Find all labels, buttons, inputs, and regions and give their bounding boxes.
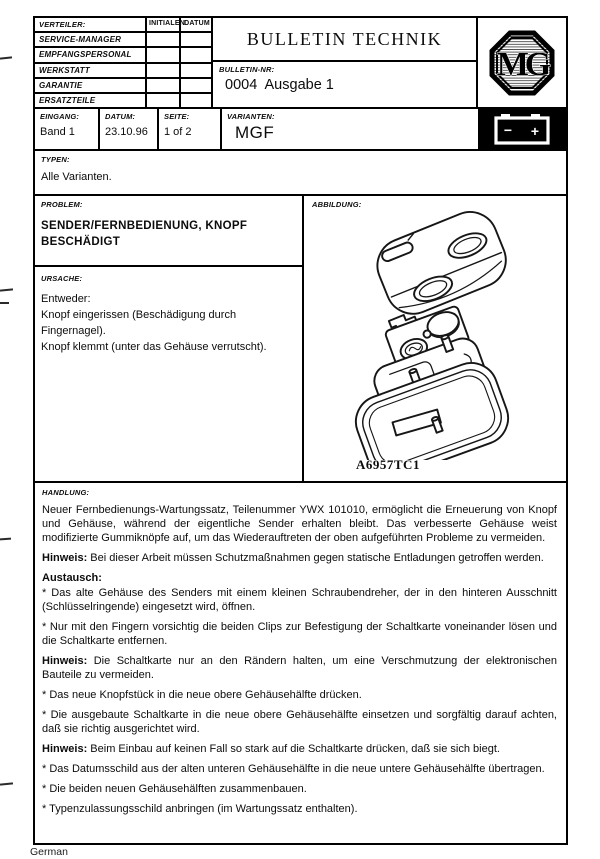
- problem-box: [35, 196, 302, 267]
- typen-row: [35, 151, 566, 196]
- problem-abbildung-row: [35, 196, 566, 483]
- datum-cell: [181, 33, 211, 46]
- varianten-label: VARIANTEN:: [227, 112, 275, 121]
- abbildung-box: [304, 196, 566, 481]
- fold-mark: [0, 288, 13, 291]
- initialen-cell: [147, 48, 181, 61]
- distribution-row-label: SERVICE-MANAGER: [35, 33, 147, 46]
- datum-cell: [181, 48, 211, 61]
- bulletin-nr-value: 0004 Ausgabe 1: [225, 77, 334, 93]
- ursache-line: Entweder:: [41, 293, 91, 305]
- handlung-paragraph: * Das neue Knopfstück in die neue obere Gehäusehälfte drücken.: [42, 689, 362, 701]
- distribution-row-label: GARANTIE: [35, 79, 147, 92]
- fold-mark: [0, 56, 12, 59]
- document-title-box: [213, 18, 476, 62]
- distribution-row-label: EMPFANGSPERSONAL: [35, 48, 147, 61]
- handlung-paragraph: * Typenzulassungsschild anbringen (im Wartungssatz enthalten).: [42, 803, 358, 815]
- initialen-cell: [147, 64, 181, 77]
- bulletin-nr-box: [213, 62, 476, 107]
- remote-fob-exploded-view-illustration: [304, 210, 568, 460]
- handlung-label: HANDLUNG:: [42, 488, 90, 497]
- document-frame: [33, 16, 568, 845]
- paragraph-lead: Austausch:: [42, 572, 102, 584]
- fold-mark: [0, 538, 11, 541]
- handlung-paragraph: Hinweis: Die Schaltkarte nur an den Rändern halten, um eine Verschmutzung der elektronischen Bauteile zu vermeiden.: [42, 655, 557, 681]
- battery-box: [478, 109, 566, 149]
- handlung-paragraph: * Die ausgebaute Schaltkarte in die neue obere Gehäusehälfte einsetzen und sorgfältig darauf achten, daß sie richtig ausgerichtet wird.: [42, 709, 557, 735]
- ursache-label: URSACHE:: [41, 274, 83, 283]
- problem-text: SENDER/FERNBEDIENUNG, KNOPF BESCHÄDIGT: [41, 220, 248, 249]
- seite-label: SEITE:: [164, 112, 190, 121]
- ursache-box: [35, 267, 302, 481]
- paragraph-lead: Hinweis:: [42, 552, 88, 564]
- svg-text:−: −: [503, 122, 513, 138]
- fold-mark: [0, 302, 9, 304]
- table-row: [35, 33, 211, 48]
- svg-text:MG: MG: [496, 45, 548, 83]
- handlung-paragraph: * Die beiden neuen Gehäusehälften zusammenbauen.: [42, 783, 307, 795]
- table-row: [35, 48, 211, 63]
- varianten-value: MGF: [235, 123, 275, 142]
- header-row: [35, 18, 566, 109]
- document-title: BULLETIN TECHNIK: [246, 28, 443, 49]
- distribution-col2-header: INITIALEN: [147, 18, 181, 31]
- battery-icon: [491, 110, 553, 148]
- datum-cell: [181, 79, 211, 92]
- typen-label: TYPEN:: [41, 155, 70, 164]
- initialen-cell: [147, 94, 181, 107]
- logo-box: [478, 18, 566, 107]
- datum-cell: [100, 109, 159, 149]
- distribution-table: [35, 18, 213, 107]
- initialen-cell: [147, 33, 181, 46]
- seite-value: 1 of 2: [164, 126, 192, 138]
- distribution-row-label: WERKSTATT: [35, 64, 147, 77]
- initialen-cell: [147, 79, 181, 92]
- typen-box: [35, 151, 566, 194]
- datum-cell: [181, 64, 211, 77]
- handlung-paragraph: * Das Datumsschild aus der alten unteren Gehäusehälfte in die neue untere Gehäusehälfte übertragen.: [42, 763, 545, 775]
- figure-code: A6957TC1: [356, 457, 420, 472]
- footer-language: German: [30, 846, 68, 858]
- problem-label: PROBLEM:: [41, 200, 83, 209]
- eingang-label: EINGANG:: [40, 112, 80, 121]
- handlung-paragraph: Neuer Fernbedienungs-Wartungssatz, Teilenummer YWX 101010, ermöglicht die Erneuerung von Knopf und Gehäuse, während der eigentliche Sender erhalten bleibt. Das verbesserte Gehäuse weist modifizierte Gummiknöpfe auf, um das Wiederauftreten der oben aufgeführten Probleme zu vermeiden.: [42, 504, 557, 544]
- problem-ursache-column: [35, 196, 304, 481]
- mg-logo-icon: [489, 30, 555, 96]
- paragraph-lead: Hinweis:: [42, 743, 88, 755]
- ursache-line: Knopf eingerissen (Beschädigung durch Fingernagel).: [41, 308, 237, 337]
- handlung-paragraph: Hinweis: Bei dieser Arbeit müssen Schutzmaßnahmen gegen statische Entladungen getroffen werden.: [42, 552, 544, 564]
- distribution-header-row: [35, 18, 211, 33]
- fold-mark: [0, 782, 13, 785]
- distribution-col1-header: VERTEILER:: [35, 18, 147, 31]
- distribution-row-label: ERSATZTEILE: [35, 94, 147, 107]
- datum-cell: [181, 94, 211, 107]
- table-row: [35, 64, 211, 79]
- table-row: [35, 79, 211, 94]
- info-row: [35, 109, 566, 151]
- title-block: [213, 18, 478, 107]
- table-row: [35, 94, 211, 107]
- eingang-cell: [35, 109, 100, 149]
- handlung-paragraph: * Das alte Gehäuse des Senders mit einem kleinen Schraubendreher, der in den hinteren Ausschnitt (Schlüsselringende) eingesetzt wird, öffnen.: [42, 587, 557, 613]
- bulletin-nr-label: BULLETIN-NR:: [219, 65, 275, 74]
- handlung-paragraph: [42, 571, 557, 585]
- datum-label: DATUM:: [105, 112, 136, 121]
- typen-value: Alle Varianten.: [41, 171, 112, 183]
- svg-text:+: +: [530, 123, 540, 139]
- paragraph-lead: Hinweis:: [42, 655, 88, 667]
- abbildung-label: ABBILDUNG:: [312, 200, 362, 209]
- handlung-paragraph: Hinweis: Beim Einbau auf keinen Fall so stark auf die Schaltkarte drücken, daß sie sich biegt.: [42, 743, 500, 755]
- datum-value: 23.10.96: [105, 126, 148, 138]
- handlung-box: [35, 483, 566, 843]
- seite-cell: [159, 109, 222, 149]
- eingang-value: Band 1: [40, 126, 75, 138]
- distribution-col3-header: DATUM: [184, 20, 210, 27]
- handlung-paragraph: * Nur mit den Fingern vorsichtig die beiden Clips zur Befestigung der Schaltkarte voneinander lösen und die Schaltkarte entfernen.: [42, 621, 557, 647]
- varianten-cell: [222, 109, 478, 149]
- handlung-row: [35, 483, 566, 843]
- ursache-line: Knopf klemmt (unter das Gehäuse verrutscht).: [41, 340, 267, 353]
